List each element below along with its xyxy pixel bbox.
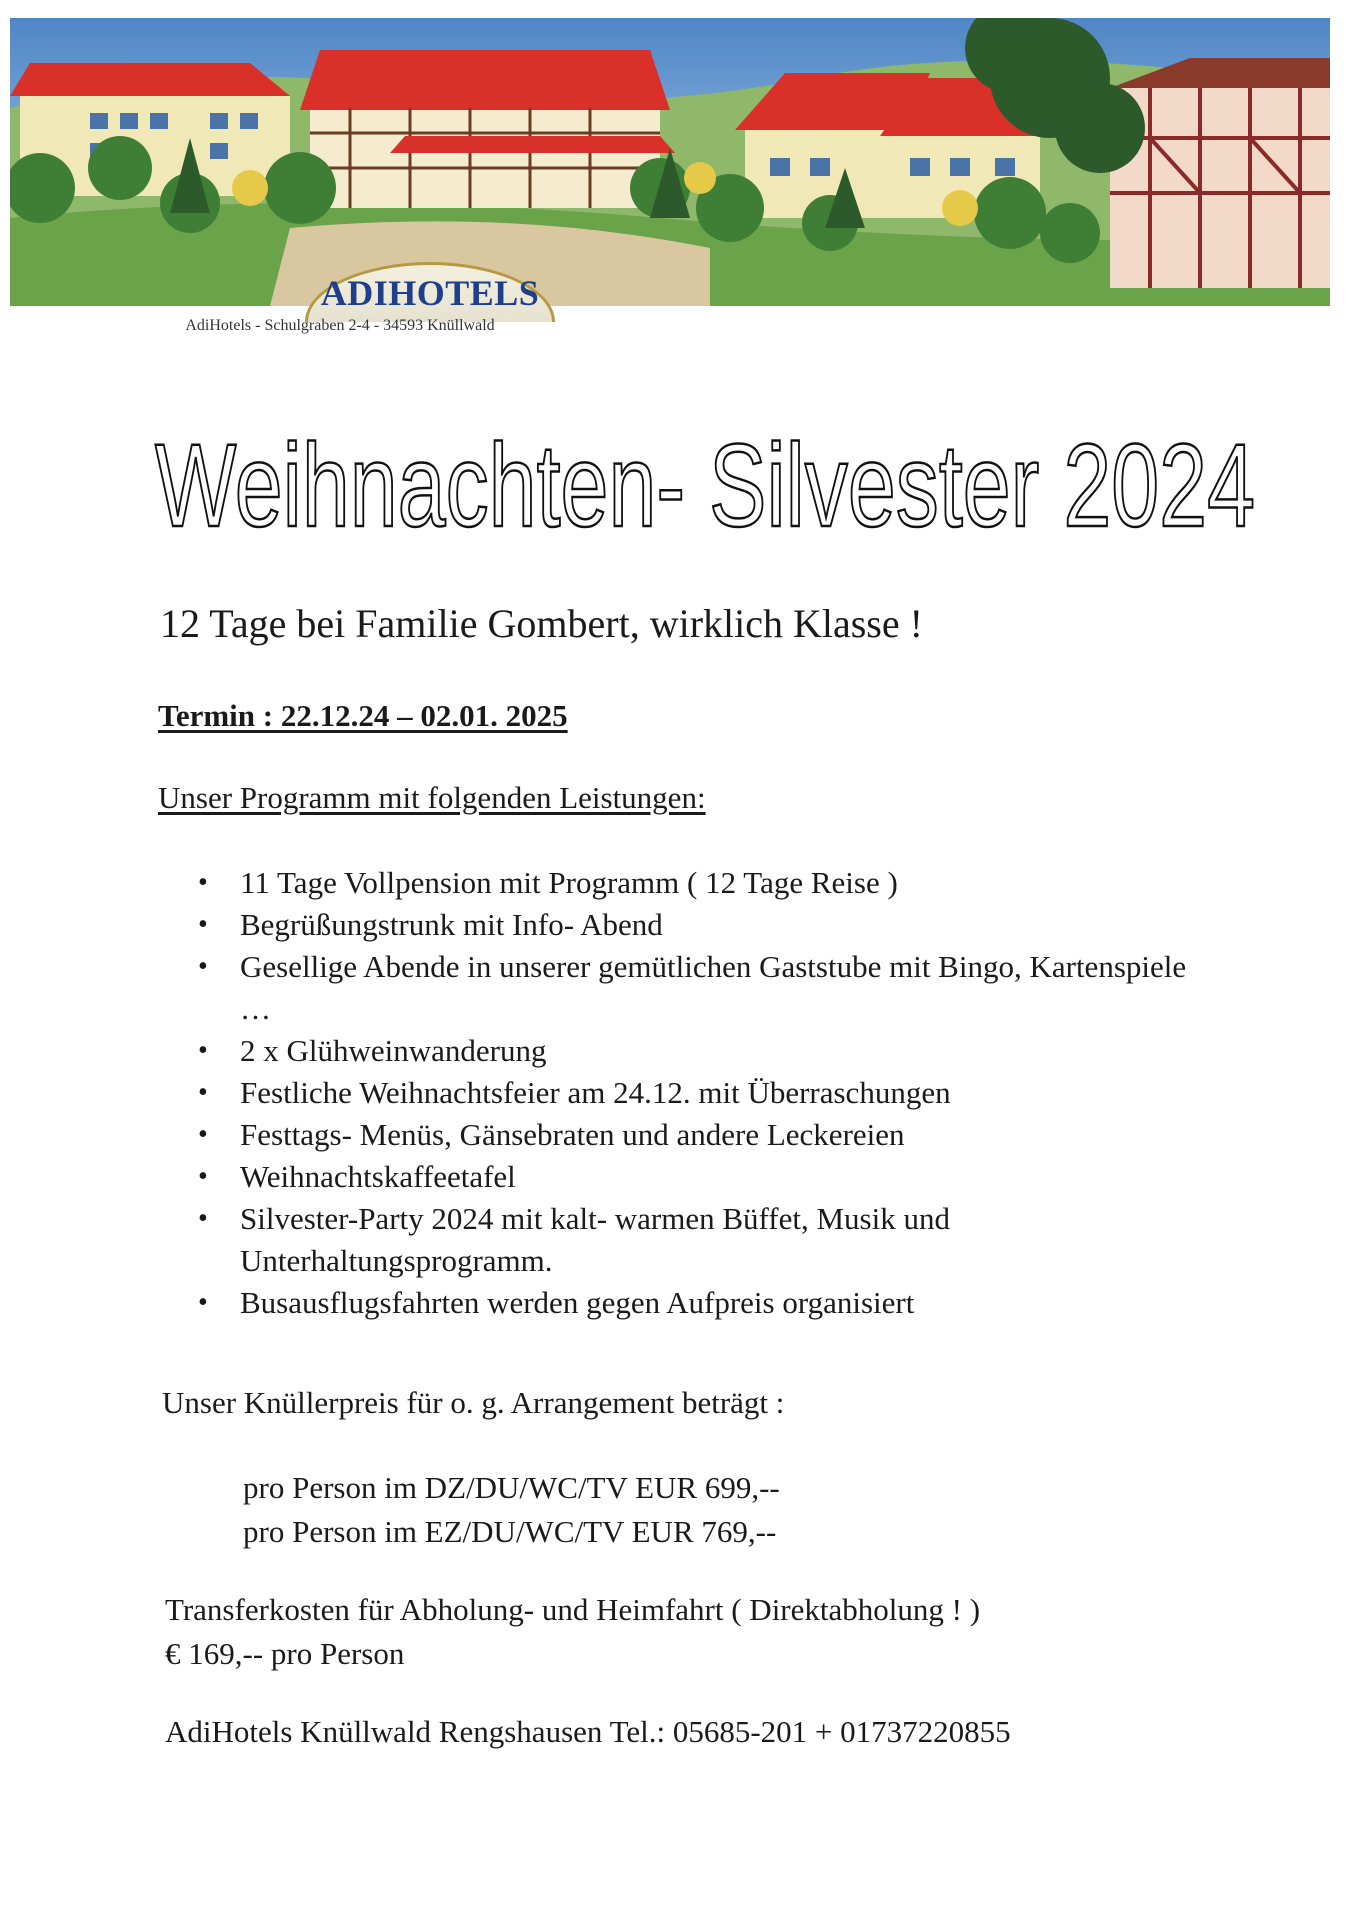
page-title [150,418,1260,548]
hotel-banner-illustration [10,18,1330,306]
list-item: • Busausflugsfahrten werden gegen Aufpreis organisiert [198,1282,1198,1324]
list-item: • Silvester-Party 2024 mit kalt- warmen Büffet, Musik und Unterhaltungsprogramm. [198,1198,1198,1282]
list-item: • Begrüßungstrunk mit Info- Abend [198,904,1198,946]
list-item: • Gesellige Abende in unserer gemütlichen Gaststube mit Bingo, Kartenspiele … [198,946,1198,1030]
transfer-info [165,1588,980,1676]
subtitle: 12 Tage bei Familie Gombert, wirklich Klasse ! [160,601,923,646]
contact-line: AdiHotels Knüllwald Rengshausen Tel.: 05685-201 + 01737220855 [165,1714,1011,1749]
list-item: • Weihnachtskaffeetafel [198,1156,1198,1198]
transfer-line: Transferkosten für Abholung- und Heimfahrt ( Direktabholung ! ) [165,1592,981,1627]
program-list [198,862,1198,1324]
hotel-logo: ADIHOTELS [320,273,540,313]
transfer-price: € 169,-- pro Person [165,1636,405,1671]
date-range: Termin : 22.12.24 – 02.01. 2025 [158,698,568,733]
list-item: • 11 Tage Vollpension mit Programm ( 12 Tage Reise ) [198,862,1198,904]
list-item: • Festtags- Menüs, Gänsebraten und andere Leckereien [198,1114,1198,1156]
hotel-address: AdiHotels - Schulgraben 2-4 - 34593 Knüllwald [185,317,495,334]
list-item: • 2 x Glühweinwanderung [198,1030,1198,1072]
program-heading: Unser Programm mit folgenden Leistungen: [158,780,706,815]
price-double-room: pro Person im DZ/DU/WC/TV EUR 699,-- [243,1470,780,1505]
price-single-room: pro Person im EZ/DU/WC/TV EUR 769,-- [243,1514,777,1549]
list-item: • Festliche Weihnachtsfeier am 24.12. mit Überraschungen [198,1072,1198,1114]
price-list [243,1466,780,1554]
page-title-text: Weihnachten- Silvester 2024 [155,420,1255,548]
price-intro: Unser Knüllerpreis für o. g. Arrangement beträgt : [162,1385,785,1420]
